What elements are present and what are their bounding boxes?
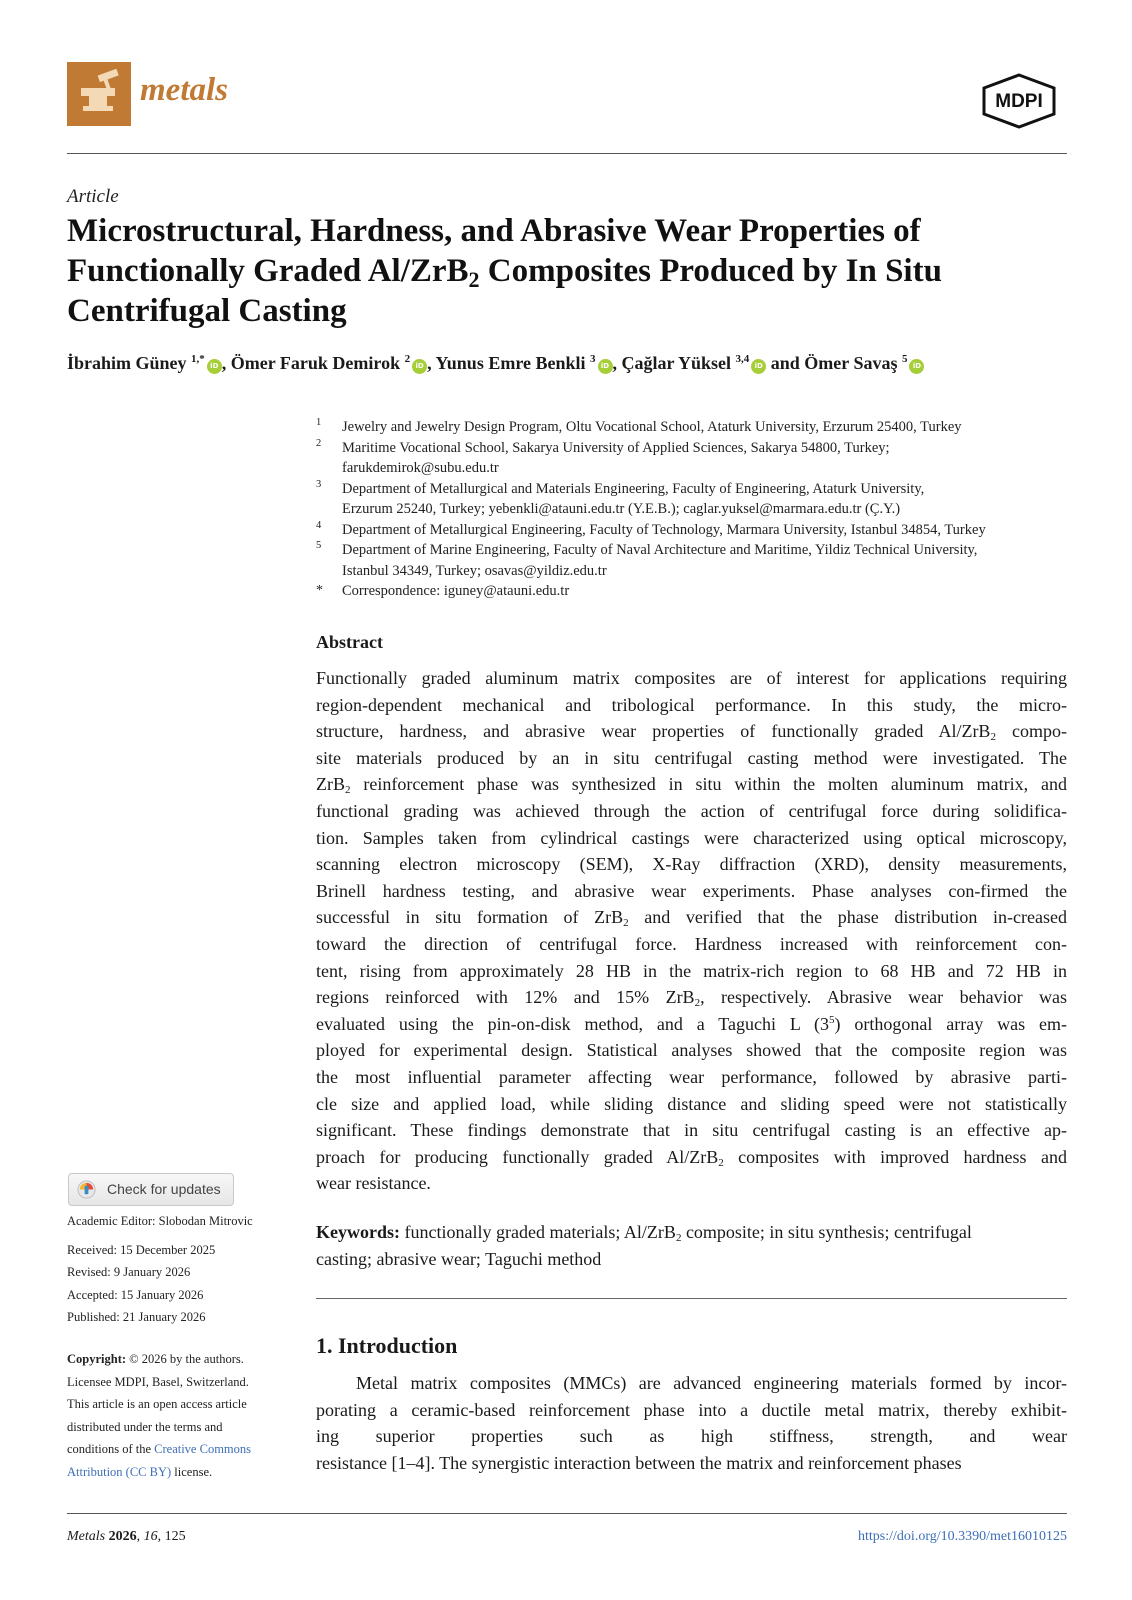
affiliation-line: Jewelry and Jewelry Design Program, Oltu Vocational School, Ataturk University, Erzurum 25400, Turkey [342,419,962,435]
footer-journal: Metals [67,1529,106,1544]
license-link[interactable]: Attribution (CC BY) [67,1464,172,1479]
check-for-updates-button[interactable] [68,1173,234,1206]
text-line: region-dependent mechanical and tribological performance. In this study, the micro- [316,694,1067,715]
anvil-hammer-icon [67,62,131,126]
accepted-date: Accepted: 15 January 2026 [67,1288,204,1302]
orcid-icon[interactable]: iD [412,359,427,374]
introduction-body [316,1370,1067,1476]
affiliation-item [316,479,1076,520]
title-line: Microstructural, Hardness, and Abrasive Wear Properties of [67,213,921,249]
affiliation-item [316,438,1076,479]
citation-footer: Metals 2026, 16, 125 [67,1529,186,1544]
article-title [67,211,1077,331]
affiliation-number: * [316,583,323,598]
author-affiliation-marker: 3,4 [735,353,750,365]
affiliation-number: 1 [316,417,322,428]
orcid-icon[interactable]: iD [598,359,613,374]
affiliations-list [316,417,1076,602]
affiliation-number: 5 [316,540,322,551]
author-name[interactable]: Ömer Faruk Demirok [230,353,401,373]
header-divider [67,153,1067,154]
orcid-icon[interactable]: iD [909,359,924,374]
affiliation-number: 4 [316,519,322,531]
author-list: İbrahim Güney $^{1,*}$iD , Ömer Faruk Demirok $^2$iD , Yunus Emre Benkli $^3$iD , Çağlar Yüksel $^{3,4}$iD and Ömer Savaş $^5$iD [67,353,1077,374]
affiliation-line: Erzurum 25240, Turkey; yebenkli@atauni.edu.tr (Y.E.B.); caglar.yuksel@marmara.edu.tr (Ç.Y.) [342,501,901,517]
author-affiliation-marker: 5 [901,353,908,365]
keywords-line: Keywords: functionally graded materials; Al/ZrB$_2$ composite; in situ synthesis; centrifugal [316,1222,972,1244]
affiliation-item [316,520,1076,541]
mdpi-logo-text: MDPI [995,91,1043,112]
text-line: tion. Samples taken from cylindrical castings were characterized using optical microscopy, [316,827,1067,848]
text-line: cle size and applied load, while sliding distance and sliding speed were not statistically [316,1093,1067,1114]
footer-volume: 16 [143,1529,158,1544]
text-line: significant. These findings demonstrate that in situ centrifugal casting is an effective ap- [316,1120,1067,1141]
affiliation-line: farukdemirok@subu.edu.tr [342,460,499,476]
text-line: Functionally graded aluminum matrix composites are of interest for applications requiring [316,668,1067,688]
title-line: Functionally Graded Al/ZrB$_2$ Composites Produced by In Situ [67,253,942,292]
abstract-heading: Abstract [316,632,383,652]
affiliation-line: Maritime Vocational School, Sakarya University of Applied Sciences, Sakarya 54800, Turkey; [342,439,890,456]
crossmark-icon [77,1180,96,1199]
author-name[interactable]: Çağlar Yüksel [621,353,732,373]
title-line: Centrifugal Casting [67,293,347,329]
journal-name: metals [140,72,228,108]
text-line: tent, rising from approximately 28 HB in the matrix-rich region to 68 HB and 72 HB in [316,960,1067,981]
text-line: proach for producing functionally graded Al/ZrB$_2$ composites with improved hardness and [316,1146,1067,1169]
text-line: scanning electron microscopy (SEM), X-Ray diffraction (XRD), density measurements, [316,854,1067,875]
text-line: structure, hardness, and abrasive wear properties of functionally graded Al/ZrB$_2$ compo- [316,721,1067,744]
mdpi-logo[interactable] [980,73,1058,129]
article-type: Article [67,186,119,207]
check-for-updates-label: Check for updates [107,1181,221,1197]
affiliation-item [316,581,1076,602]
author-affiliation-marker: 1,* [191,353,205,365]
text-line: site materials produced by an in situ centrifugal casting method were investigated. The [316,747,1067,768]
text-line: evaluated using the pin-on-disk method, and a Taguchi L $(3^5)$ orthogonal array was em- [316,1013,1067,1034]
mdpi-hexagon-icon [980,73,1058,129]
affiliation-number: 2 [316,437,322,449]
text-line: ing superior properties such as high stiffness, strength, and wear [316,1426,1067,1447]
orcid-icon[interactable]: iD [207,359,222,374]
text-line: Metal matrix composites (MMCs) are advanced engineering materials formed by incor- [356,1373,1067,1393]
text-line: the most influential parameter affecting wear performance, followed by abrasive parti- [316,1066,1067,1087]
author-name[interactable]: Ömer Savaş [804,353,898,373]
keywords-label: Keywords: [316,1222,400,1242]
journal-logo[interactable] [67,62,131,126]
keywords-divider [316,1298,1067,1299]
affiliation-line: Department of Marine Engineering, Faculty of Naval Architecture and Maritime, Yildiz Technical University, [342,542,978,558]
copyright-label: Copyright: [67,1352,127,1366]
copyright-notice: Copyright: © 2026 by the authors. Licensee MDPI, Basel, Switzerland. This article is an open access article distributed under the terms and conditions of the Creative Commons Attribution (CC BY) license. [67,1352,252,1479]
doi-link[interactable]: https://doi.org/10.3390/met16010125 [858,1529,1067,1544]
academic-editor: Academic Editor: Slobodan Mitrovic [67,1214,253,1228]
affiliation-item [316,417,1076,438]
author-affiliation-marker: 2 [404,353,411,365]
published-date: Published: 21 January 2026 [67,1310,206,1324]
author-affiliation-marker: 3 [590,353,596,365]
received-date: Received: 15 December 2025 [67,1243,216,1257]
text-line: Brinell hardness testing, and abrasive wear experiments. Phase analyses con-firmed the [316,880,1067,901]
text-line: regions reinforced with 12% and 15% ZrB$_2$, respectively. Abrasive wear behavior was [316,987,1067,1010]
affiliation-number: 3 [316,478,322,490]
footer-year: 2026 [108,1529,137,1544]
affiliation-item [316,540,1076,581]
text-line: porating a ceramic-based reinforcement phase into a ductile metal matrix, thereby exhibit- [316,1399,1067,1420]
footer-divider [67,1513,1067,1514]
author-name[interactable]: İbrahim Güney [67,353,187,373]
footer-article-number: , 125 [157,1529,186,1544]
affiliation-line: Istanbul 34349, Turkey; osavas@yildiz.edu.tr [342,562,607,579]
author-name[interactable]: Yunus Emre Benkli [435,353,586,373]
text-line: functional grading was achieved through the action of centrifugal force during solidifica- [316,800,1067,821]
keywords-line: casting; abrasive wear; Taguchi method [316,1248,602,1269]
license-link[interactable]: Creative Commons [154,1442,252,1456]
text-line: toward the direction of centrifugal force. Hardness increased with reinforcement con- [316,933,1067,954]
affiliation-line: Department of Metallurgical and Materials Engineering, Faculty of Engineering, Ataturk University, [342,480,925,497]
text-line: successful in situ formation of ZrB$_2$ and verified that the phase distribution in-creased [316,907,1067,930]
text-line: wear resistance. [316,1173,431,1194]
affiliation-line: Department of Metallurgical Engineering, Faculty of Technology, Marmara University, Istanbul 34854, Turkey [342,521,986,538]
revised-date: Revised: 9 January 2026 [67,1265,191,1279]
affiliation-line: Correspondence: iguney@atauni.edu.tr [342,583,570,599]
orcid-icon[interactable]: iD [751,359,766,374]
text-line: ployed for experimental design. Statistical analyses showed that the composite region was [316,1040,1067,1061]
text-line: resistance [1–4]. The synergistic interaction between the matrix and reinforcement phases [316,1452,962,1473]
text-line: ZrB$_2$ reinforcement phase was synthesized in situ within the molten aluminum matrix, and [316,774,1067,797]
keywords-block [316,1219,1067,1272]
abstract-body [316,665,1067,1197]
section-heading-introduction: 1. Introduction [316,1333,458,1358]
